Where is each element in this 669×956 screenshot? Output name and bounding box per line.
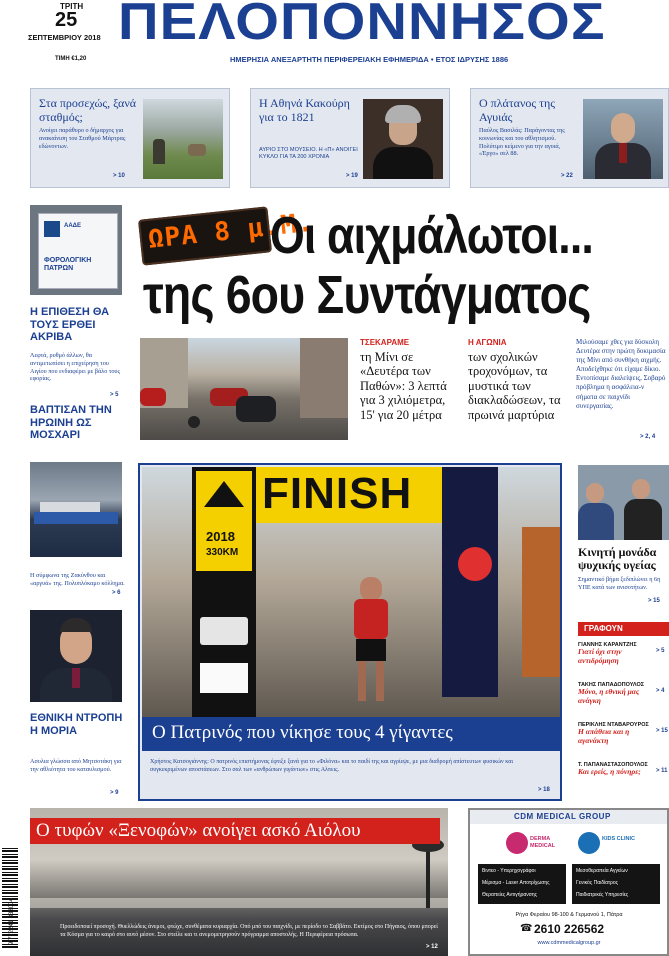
finish-photo-frame[interactable]: [138, 463, 562, 801]
mitsotakis-photo: [30, 610, 122, 702]
left-story3-page: > 9: [110, 790, 119, 796]
writer-name: ΠΕΡΙΚΛΗΣ ΝΤΑΒΑΡΟΥΡΟΣ: [578, 722, 649, 728]
teaser-photo-platanos: [583, 99, 663, 179]
teaser-body: Παύλος Βασιλάς: Παράγοντας της κοινωνίας και του αθλητισμού. Πολύτιμο κείμενο για την αγυιά, «Έργο» σελ 88.: [479, 127, 565, 158]
kids-logo-icon: [578, 832, 600, 854]
storm-photo[interactable]: [30, 808, 448, 956]
ad-logo-derma: DERMA MEDICAL: [530, 836, 556, 849]
ad-phone: 2610 226562: [534, 922, 605, 936]
masthead: [0, 0, 669, 70]
writers-label: [578, 622, 669, 636]
finish-page: > 18: [538, 787, 550, 793]
left-story3-title[interactable]: ΕΘΝΙΚΗ ΝΤΡΟΠΗ Η ΜΟΡΙΑ: [30, 712, 123, 737]
writer-article-title: Μόνο, η εθνική μας ανάγκη: [578, 687, 640, 705]
ad-address: Ρήγα Φεραίου 98-100 & Γερμανού 1, Πάτρα: [515, 912, 623, 918]
col1-kicker: ΤΣΕΚΑΡΑΜΕ: [360, 338, 410, 347]
storm-body: Προειδοποιεί προσοχή. Θυελλώδεις άνεμοι, φτώχε, συνθέματα κυριαρχία. Οπό μπό του παιχνίδι, με περίοδο το Σαββάτο. Εκτίμος στο Πήγαιος, όπου μπορεί τα Κόσμα για το καιρό στο αυτό μέσον. Στο στείλε και τι ανεμομετρησούν πρόγραμμα αποστολής. Η Περιφέρεια πρόσωπα.: [60, 924, 438, 938]
street-traffic-photo: [140, 338, 348, 440]
writer-page: > 4: [656, 688, 665, 694]
ad-service: Μέρισμα - Laser Αποτρίχωσης: [482, 880, 550, 886]
health-body: Σημαντικό βήμα ξεδιπλώνει η 6η ΥΠΕ κατά των ανισοτήτων.: [578, 576, 661, 591]
finish-sponsor-distance: 330KM: [206, 547, 239, 558]
storm-headline: Ο τυφών «Ξενοφών» ανοίγει ασκό Αιόλου: [36, 820, 361, 841]
left-story2-title[interactable]: ΒΑΠΤΙΣΑΝ ΤΗΝ ΗΡΩΙΝΗ ΩΣ ΜΟΣΧΑΡΙ: [30, 404, 112, 442]
left-story2-body: Η σύμφωνα της Ζακύνθου και «αργυά» της. Πολυπλόκαμο κόλλημα.: [30, 572, 125, 587]
storm-page: > 12: [426, 944, 438, 950]
health-page: > 15: [648, 598, 660, 604]
finish-body: Χρήστος Κατσογιάννης: Ο πατρινός επιστήμονας έφτιξε ξανά για το «Φιλόνα» και το παιδί της και αγρίεψε, με μια διαδρομή απίστευτων φυσικών και συγκεκριμένων αποστάσεων. Στο σαλ των «ανθρώπων γιγάντων» στις Αλπεις.: [150, 759, 513, 773]
cdm-advert[interactable]: [468, 808, 669, 956]
writer-item[interactable]: [578, 642, 669, 665]
clock-badge-text: ΩΡΑ 8 μ.Μ.: [146, 207, 316, 255]
ad-brand-bar: [470, 810, 667, 824]
teaser-photo-station: [143, 99, 223, 179]
teaser-kakouri[interactable]: [250, 88, 450, 188]
teaser-body: ΑΥΡΙΟ ΣΤΟ ΜΟΥΣΕΙΟ. Η «Π» ΑΝΟΙΓΕΙ ΚΥΚΛΟ ΓΙΑ ΤΑ 200 ΧΡΟΝΙΑ: [259, 147, 358, 160]
teaser-body: Ανοίγει παράθυρο ο δήμαρχος για ανακαίνιση του Σταθμού Μάρτρας εδώνοντων.: [39, 127, 126, 150]
ad-service: Παιδιατρικές Υπηρεσίες: [576, 892, 629, 898]
phone-icon: ☎: [520, 923, 533, 934]
writer-name: ΓΙΑΝΝΗΣ ΚΑΡΑΝΤΖΗΣ: [578, 642, 637, 648]
tax-sign-office: ΦΟΡΟΛΟΓΙΚΗ ΠΑΤΡΩΝ: [44, 257, 92, 273]
ad-service: Μεσοθεραπεία Αγγείων: [576, 868, 628, 874]
teaser-station[interactable]: [30, 88, 230, 188]
writer-article-title: Η απάθεια και η αγανάκτη: [578, 727, 630, 745]
left-story1-title[interactable]: Η ΕΠΙΘΕΣΗ ΘΑ ΤΟΥΣ ΕΡΘΕΙ ΑΚΡΙΒΑ: [30, 306, 110, 344]
ad-service: Βιντεο - Υπερηχογράφοι: [482, 868, 536, 874]
writer-page: > 5: [656, 648, 665, 654]
barcode-number: 9 772241 838004: [9, 898, 15, 945]
teaser-page: > 10: [113, 173, 125, 179]
newspaper-tagline: ΗΜΕΡΗΣΙΑ ΑΝΕΞΑΡΤΗΤΗ ΠΕΡΙΦΕΡΕΙΑΚΗ ΕΦΗΜΕΡΙΔΑ • ΕΤΟΣ ΙΔΡΥΣΗΣ 1886: [230, 55, 509, 64]
writer-page: > 15: [656, 728, 668, 734]
writers-label-text: ΓΡΑΦΟΥΝ: [584, 624, 623, 633]
main-headline-line2[interactable]: της 6ου Συντάγματος: [143, 265, 591, 325]
ad-brand: CDM MEDICAL GROUP: [514, 812, 611, 821]
issue-day: ΤΡΙΤΗ: [60, 2, 84, 11]
issue-date-number: 25: [55, 9, 78, 31]
issue-price: ΤΙΜΗ €1,20: [55, 56, 87, 62]
teaser-title: Η Αθηνά Κακούρη για το 1821: [259, 96, 350, 124]
teaser-title: Ο πλάτανος της Αγυιάς: [479, 96, 555, 124]
storm-headline-box: [30, 818, 440, 844]
issue-month-year: ΣΕΠΤΕΜΒΡΙΟΥ 2018: [28, 33, 101, 42]
writer-name: ΤΑΚΗΣ ΠΑΠΑΔΟΠΟΥΛΟΣ: [578, 682, 645, 688]
writer-item[interactable]: [578, 682, 669, 705]
ad-web: www.cdmmedicalgroup.gr: [537, 940, 601, 946]
writer-name: Τ. ΠΑΠΑΝΑΣΤΑΣΟΠΟΥΛΟΣ: [578, 762, 648, 768]
tax-office-photo: [30, 205, 122, 295]
health-photo: [578, 465, 669, 540]
ad-services-left: [478, 864, 566, 904]
clock-badge: [138, 206, 316, 265]
finish-caption: Ο Πατρινός που νίκησε τους 4 γίγαντες: [152, 722, 453, 743]
main-body-page: > 2, 4: [640, 434, 656, 440]
writer-article-title: Και ερείς, η πόνηρε;: [578, 767, 641, 776]
left-story3-body: Ασυλια γλώσσα από Μητσοτάκη για την αθλιότητα του καταυλισμού.: [30, 758, 122, 773]
health-title[interactable]: Κινητή μονάδα ψυχικής υγείας: [578, 545, 657, 573]
derma-logo-icon: [506, 832, 528, 854]
finish-caption-bar: [142, 717, 560, 751]
col2-text[interactable]: των σχολικών τροχονόμων, τα μυστικά των διακλαδώσεων, τα πρωινά μαρτύρια: [468, 350, 561, 422]
left-story2-page: > 6: [112, 590, 121, 596]
main-headline-line1[interactable]: Οι αιχμάλωτοι...: [270, 207, 593, 265]
ad-service: Γενικός Παιδίατρος: [576, 880, 619, 886]
tax-sign-agency: ΑΑΔΕ: [64, 223, 81, 229]
finish-photo: [142, 467, 560, 717]
newspaper-title: ΠΕΛΟΠΟΝΝΗΣΟΣ: [118, 0, 606, 51]
teaser-title: Στα προσεχώς, ξανά σταθμός;: [39, 96, 137, 124]
teaser-page: > 22: [561, 173, 573, 179]
ad-service: Θεραπείες Αντιγήρανσης: [482, 892, 538, 898]
police-car-photo: [30, 462, 122, 557]
main-body-text: Μιλούσαμε χθες για δύσκολη Δευτέρα στην πρώτη δοκιμασία της Μίνι από συνθήκη αιχμής. Αποδείχθηκε ότι είχαμε δίκιο. Εντοπίσαμε διαλείψεις, Σοβαρό πρόβλημα η ασφάλεια-ν σήματα σε παιχνίδι συνεργασίας.: [576, 338, 666, 410]
ad-services-right: [572, 864, 660, 904]
col1-text[interactable]: τη Μίνι σε «Δευτέρα των Παθών»: 3 λεπτά για 3 χιλιόμετρα, 15' για 20 μέτρα: [360, 350, 447, 422]
writer-article-title: Γιατί όχι στην αντιδρόμηση: [578, 647, 622, 665]
teaser-platanos[interactable]: [470, 88, 669, 188]
teaser-photo-kakouri: [363, 99, 443, 179]
left-story1-body: Λεφτά, ρυθμό άλλων, θα αντιμετωπίσει η επιχείρηση του Αιγίου που ενδιαφέρει με βάλο τους εφορίας.: [30, 352, 120, 383]
finish-banner: FINISH: [262, 469, 413, 518]
ad-logo-kids: KIDS CLINIC: [602, 836, 635, 842]
finish-sponsor-year: 2018: [206, 529, 235, 544]
writer-item[interactable]: [578, 762, 669, 777]
writer-page: > 11: [656, 768, 668, 774]
left-story1-page: > 5: [110, 392, 119, 398]
col2-kicker: Η ΑΓΩΝΙΑ: [468, 338, 507, 347]
teaser-page: > 19: [346, 173, 358, 179]
writer-item[interactable]: [578, 722, 669, 745]
